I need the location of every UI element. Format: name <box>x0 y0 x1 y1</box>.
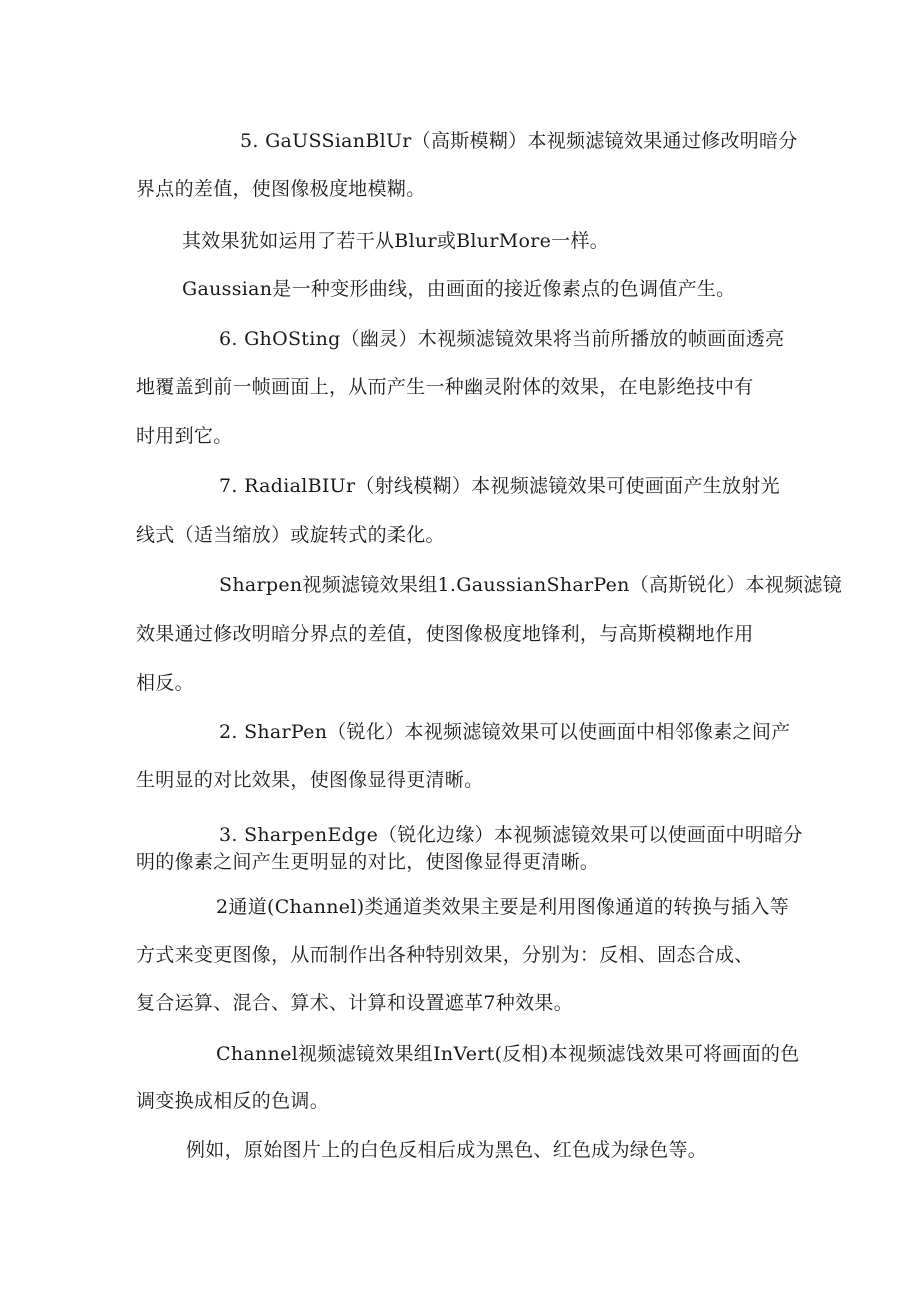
text-line: 2通道(Channel)类通道类效果主要是利用图像通道的转换与插入等 <box>216 896 790 918</box>
text-line: 例如，原始图片上的白色反相后成为黑色、红色成为绿色等。 <box>186 1139 708 1161</box>
text-line: Gaussian是一种变形曲线，由画面的接近像素点的色调值产生。 <box>182 278 736 300</box>
text-line: 其效果犹如运用了若干从Blur或BlurMore一样。 <box>182 230 610 252</box>
text-line: 7. RadialBIUr（射线模糊）本视频滤镜效果可使画面产生放射光 <box>219 475 780 497</box>
text-line: 线式（适当缩放）或旋转式的柔化。 <box>136 524 445 546</box>
text-line: 2. SharPen（锐化）本视频滤镜效果可以使画面中相邻像素之间产 <box>219 721 791 743</box>
text-line: 6. GhOSting（幽灵）木视频滤镜效果将当前所播放的帧画面透亮 <box>219 328 785 350</box>
text-line: 明的像素之间产生更明显的对比，使图像显得更清晰。 <box>136 851 600 873</box>
text-line: Sharpen视频滤镜效果组1.GaussianSharPen（高斯锐化）本视频滤镜 <box>219 574 842 596</box>
text-line: 3. SharpenEdge（锐化边缘）本视频滤镜效果可以使画面中明暗分 <box>219 824 803 846</box>
text-line: 方式来变更图像，从而制作出各种特别效果，分别为：反相、固态合成、 <box>136 944 754 966</box>
text-line: 时用到它。 <box>136 425 233 447</box>
text-line: Channel视频滤镜效果组InVert(反相)本视频滤饯效果可将画面的色 <box>216 1043 800 1065</box>
text-line: 地覆盖到前一帧画面上，从而产生一种幽灵附体的效果，在电影绝技中有 <box>136 376 754 398</box>
text-line: 相反。 <box>136 672 194 694</box>
text-line: 界点的差值，使图像极度地模糊。 <box>136 178 426 200</box>
text-line: 5. GaUSSianBlUr（高斯模糊）本视频滤镜效果通过修改明暗分 <box>240 130 798 152</box>
text-line: 生明显的对比效果，使图像显得更清晰。 <box>136 769 484 791</box>
text-line: 复合运算、混合、算术、计算和设置遮革7种效果。 <box>136 992 573 1014</box>
text-line: 效果通过修改明暗分界点的差值，使图像极度地锋利，与高斯模糊地作用 <box>136 623 754 645</box>
text-line: 调变换成相反的色调。 <box>136 1090 330 1112</box>
